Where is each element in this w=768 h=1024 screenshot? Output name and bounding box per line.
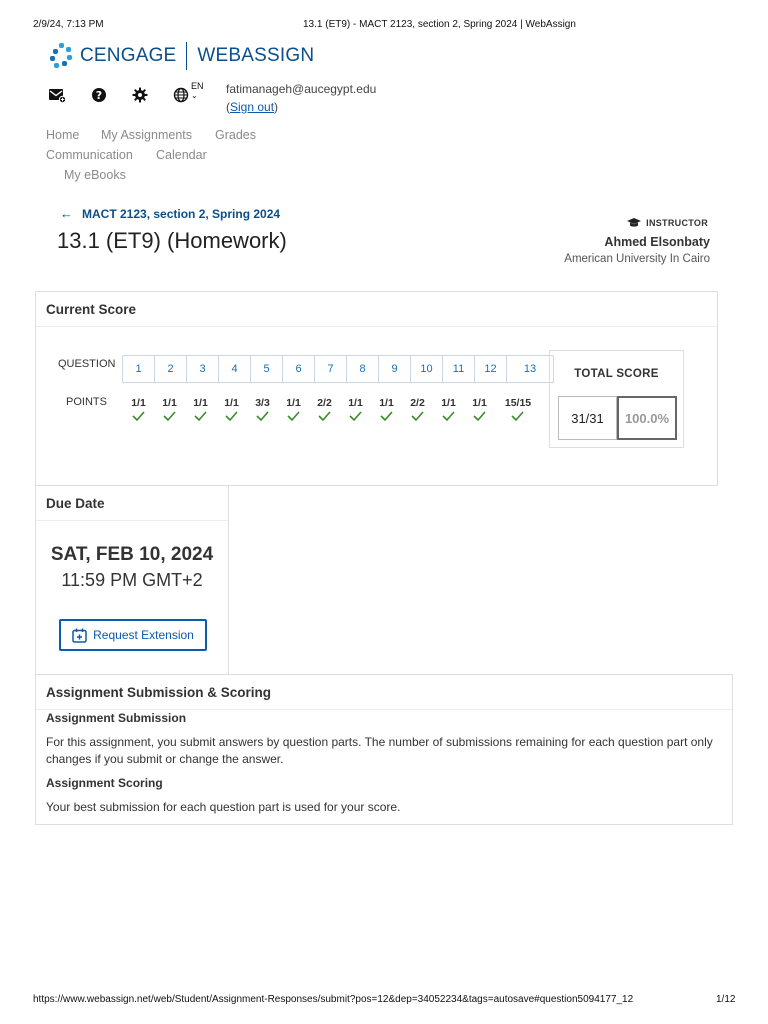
instructor-org: American University In Cairo — [564, 253, 710, 265]
submission-scoring-card — [35, 674, 733, 825]
question-link-12[interactable]: 12 — [475, 356, 507, 382]
question-link-4[interactable]: 4 — [219, 356, 251, 382]
print-page-number: 1/12 — [716, 994, 736, 1005]
total-score-values — [558, 396, 677, 440]
nav-communication[interactable]: Communication — [46, 148, 133, 162]
question-link-3[interactable]: 3 — [187, 356, 219, 382]
points-value: 2/2 — [410, 397, 425, 409]
checkmark-icon — [402, 410, 433, 422]
points-cell — [154, 397, 185, 422]
calendar-plus-icon — [72, 628, 87, 643]
question-link-9[interactable]: 9 — [379, 356, 411, 382]
points-value: 1/1 — [193, 397, 208, 409]
points-value: 3/3 — [255, 397, 270, 409]
question-link-1[interactable]: 1 — [123, 356, 155, 382]
cengage-wordmark: CENGAGE — [80, 45, 177, 66]
points-value: 1/1 — [379, 397, 394, 409]
total-points: 31/31 — [559, 397, 617, 439]
nav-grades[interactable]: Grades — [215, 128, 256, 142]
language-button[interactable] — [172, 81, 204, 104]
points-cell — [216, 397, 247, 422]
request-extension-button[interactable] — [59, 619, 207, 651]
logo-divider — [186, 42, 187, 70]
points-cell — [402, 397, 433, 422]
language-icon — [172, 86, 190, 104]
current-score-heading: Current Score — [36, 292, 717, 327]
question-nav — [122, 355, 554, 383]
total-score-label: TOTAL SCORE — [574, 368, 659, 380]
assignment-scoring-text: Your best submission for each question part is used for your score. — [46, 800, 401, 814]
assignment-scoring-heading: Assignment Scoring — [46, 776, 163, 790]
back-to-course-link[interactable] — [60, 206, 280, 221]
checkmark-icon — [154, 410, 185, 422]
points-cell — [340, 397, 371, 422]
checkmark-icon — [123, 410, 154, 422]
print-doc-title: 13.1 (ET9) - MACT 2123, section 2, Spring 2024 | WebAssign — [303, 19, 576, 30]
assignment-submission-text: For this assignment, you submit answers by question parts. The number of submissions remaining for each question part only changes if you submit or change the answer. — [46, 735, 713, 766]
user-email: fatimanageh@aucegypt.edu — [226, 82, 377, 96]
due-date-card — [35, 485, 229, 675]
instructor-label — [627, 218, 708, 228]
checkmark-icon — [495, 410, 541, 422]
due-day: SAT, FEB 10, 2024 — [50, 544, 214, 565]
settings-icon — [131, 86, 149, 104]
print-datetime: 2/9/24, 7:13 PM — [33, 19, 104, 30]
points-cell — [433, 397, 464, 422]
due-date-heading: Due Date — [36, 486, 228, 521]
messages-icon — [48, 86, 66, 104]
question-link-11[interactable]: 11 — [443, 356, 475, 382]
checkmark-icon — [340, 410, 371, 422]
cengage-webassign-logo[interactable] — [50, 41, 314, 71]
instructor-name: Ahmed Elsonbaty — [604, 235, 710, 249]
question-link-5[interactable]: 5 — [251, 356, 283, 382]
due-time: 11:59 PM GMT+2 — [61, 570, 203, 590]
question-link-10[interactable]: 10 — [411, 356, 443, 382]
points-value: 1/1 — [441, 397, 456, 409]
question-link-6[interactable]: 6 — [283, 356, 315, 382]
points-value: 2/2 — [317, 397, 332, 409]
settings-button[interactable] — [131, 86, 149, 104]
signout-line — [226, 100, 278, 114]
checkmark-icon — [464, 410, 495, 422]
nav-calendar[interactable]: Calendar — [156, 148, 207, 162]
points-cell — [464, 397, 495, 422]
points-cell — [123, 397, 154, 422]
question-link-2[interactable]: 2 — [155, 356, 187, 382]
nav-my-assignments[interactable]: My Assignments — [101, 128, 193, 142]
checkmark-icon — [247, 410, 278, 422]
signout-open-paren: ( — [226, 100, 230, 114]
graduation-cap-icon — [627, 218, 641, 228]
webassign-wordmark: WEBASSIGN — [197, 45, 315, 66]
signout-close-paren: ) — [274, 100, 279, 114]
help-button[interactable] — [90, 86, 108, 104]
points-cell — [278, 397, 309, 422]
print-url: https://www.webassign.net/web/Student/Assignment-Responses/submit?pos=12&dep=34052234&tags=autosave#question5094177_12 — [33, 994, 634, 1005]
request-extension-label: Request Extension — [93, 628, 194, 642]
question-link-7[interactable]: 7 — [315, 356, 347, 382]
checkmark-icon — [278, 410, 309, 422]
points-value: 1/1 — [286, 397, 301, 409]
nav-my-ebooks[interactable]: My eBooks — [64, 168, 126, 182]
total-score-panel — [549, 350, 684, 448]
question-row-label: QUESTION — [58, 358, 116, 370]
points-value: 15/15 — [504, 397, 532, 409]
total-percent: 100.0% — [617, 396, 677, 440]
submission-scoring-heading: Assignment Submission & Scoring — [36, 675, 732, 710]
language-code: EN — [191, 81, 204, 91]
chevron-down-icon: ⌄ — [191, 91, 198, 100]
cengage-logo-icon — [50, 43, 74, 69]
points-value: 1/1 — [131, 397, 146, 409]
svg-text:?: ? — [95, 89, 103, 102]
points-cell — [247, 397, 278, 422]
question-link-8[interactable]: 8 — [347, 356, 379, 382]
checkmark-icon — [371, 410, 402, 422]
points-row — [123, 397, 541, 422]
nav-home[interactable]: Home — [46, 128, 80, 142]
points-value: 1/1 — [162, 397, 177, 409]
points-cell — [309, 397, 340, 422]
points-row-label: POINTS — [66, 396, 107, 408]
points-value: 1/1 — [224, 397, 239, 409]
points-cell — [371, 397, 402, 422]
page-title: 13.1 (ET9) (Homework) — [57, 228, 287, 253]
checkmark-icon — [433, 410, 464, 422]
checkmark-icon — [216, 410, 247, 422]
points-value: 1/1 — [472, 397, 487, 409]
question-link-13[interactable]: 13 — [523, 363, 537, 375]
checkmark-icon — [185, 410, 216, 422]
points-cell — [495, 397, 541, 422]
assignment-submission-heading: Assignment Submission — [46, 711, 187, 725]
points-cell — [185, 397, 216, 422]
messages-button[interactable] — [48, 86, 66, 104]
points-value: 1/1 — [348, 397, 363, 409]
help-icon — [90, 86, 108, 104]
checkmark-icon — [309, 410, 340, 422]
arrow-left-icon: ← — [60, 206, 73, 221]
instructor-label-text: INSTRUCTOR — [646, 218, 708, 228]
sign-out-link[interactable]: Sign out — [230, 100, 275, 114]
course-name: MACT 2123, section 2, Spring 2024 — [82, 206, 281, 221]
